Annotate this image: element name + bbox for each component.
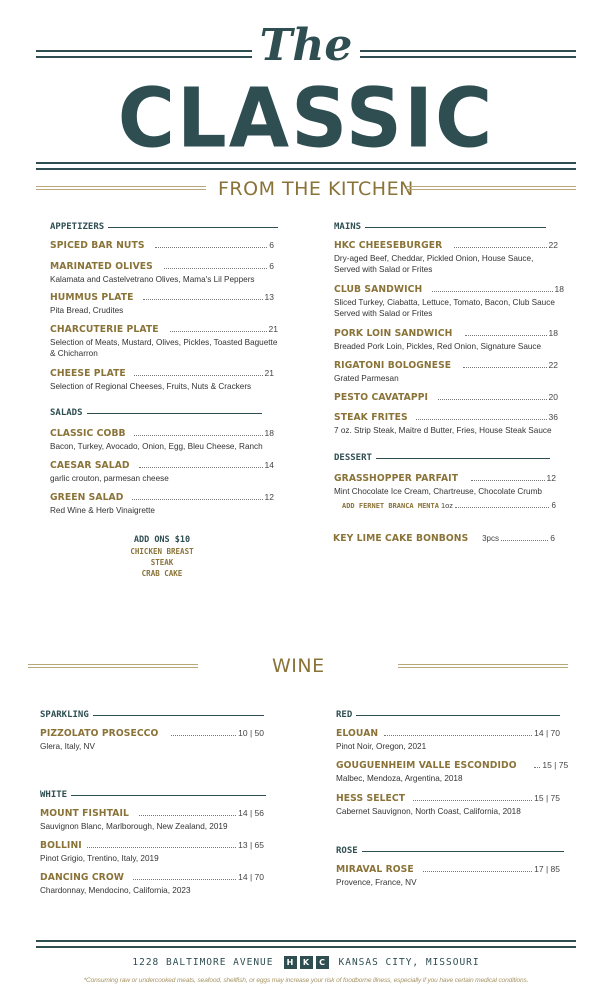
wine-item [40,808,264,832]
item-description: Mint Chocolate Ice Cream, Chartreuse, Chocolate Crumb [334,487,542,496]
item-description: Selection of Regional Cheeses, Fruits, Nuts & Crackers [50,382,252,391]
menu-item [334,284,564,319]
kitchen-rule-left [36,186,206,190]
item-name: PORK LOIN SANDWICH [334,328,453,339]
item-description: Pinot Grigio, Trentino, Italy, 2019 [40,854,159,863]
item-price: 22 [548,240,558,250]
add-on-option: CHICKEN BREAST [130,547,194,556]
item-price: 6 [550,533,555,543]
item-name: GOUGUENHEIM VALLE ESCONDIDO [336,760,517,771]
item-name: STEAK FRITES [334,412,408,423]
wine-rule-right [398,664,568,668]
item-name: HKC CHEESEBURGER [334,240,443,251]
dessert-sub-addon [342,501,556,510]
item-price: 22 [548,360,558,370]
menu-item [334,240,558,275]
food-safety-disclaimer: *Consuming raw or undercooked meats, seafood, shellfish, or eggs may increase your risk of foodborne illness, especially if you have certain medical conditions. [83,977,529,984]
item-price: 14 [264,460,274,470]
sub-addon-price: 6 [551,501,556,510]
menu-item [334,360,558,384]
wine-item [40,872,264,896]
item-description: Red Wine & Herb Vinaigrette [50,506,155,515]
item-description: Chardonnay, Mendocino, California, 2023 [40,886,191,895]
white-heading [40,790,266,800]
menu-item [50,460,274,484]
menu-item [333,533,555,544]
item-price: 21 [264,368,274,378]
hkc-logo [284,956,329,969]
item-name: CHEESE PLATE [50,368,126,379]
dessert-heading-label: DESSERT [334,453,372,463]
item-name: SPICED BAR NUTS [50,240,145,251]
header-script-title: The [259,20,353,71]
mains-heading [334,222,546,232]
item-name: RIGATONI BOLOGNESE [334,360,452,371]
rose-heading-label: ROSE [336,846,358,856]
item-description: Malbec, Mendoza, Argentina, 2018 [336,774,463,783]
item-size: 3pcs [482,534,499,543]
logo-letter: H [284,956,297,969]
item-name: CLASSIC COBB [50,428,126,439]
item-price: 6 [269,261,274,271]
red-heading [336,710,560,720]
footer-city: KANSAS CITY, MISSOURI [338,957,480,968]
menu-item [334,328,558,352]
item-name: BOLLINI [40,840,82,851]
item-name: CAESAR SALAD [50,460,130,471]
item-description: garlic crouton, parmesan cheese [50,474,169,483]
item-price: 12 [546,473,556,483]
white-heading-label: WHITE [40,790,68,800]
wine-item [40,840,264,864]
item-price: 20 [548,392,558,402]
item-name: KEY LIME CAKE BONBONS [333,533,469,544]
item-price: 18 [264,428,274,438]
logo-letter: K [300,956,313,969]
item-price: 17 | 85 [534,864,560,874]
salads-heading-label: SALADS [50,408,83,418]
sub-addon-name: ADD FERNET BRANCA MENTA [342,502,439,510]
item-description: Cabernet Sauvignon, North Coast, California, 2018 [336,807,521,816]
item-description: Dry-aged Beef, Cheddar, Pickled Onion, House Sauce, Served with Salad or Frites [334,254,534,274]
wine-item [40,728,264,752]
dessert-heading [334,453,550,463]
wine-item [336,793,560,817]
item-description: Sauvignon Blanc, Marlborough, New Zealand, 2019 [40,822,228,831]
add-ons-block [100,534,224,579]
item-name: CHARCUTERIE PLATE [50,324,159,335]
menu-item [50,428,274,452]
header-main-title: CLASSIC [117,71,495,167]
item-description: Provence, France, NV [336,878,417,887]
add-on-option: CRAB CAKE [141,569,183,578]
mains-heading-label: MAINS [334,222,362,232]
item-name: ELOUAN [336,728,379,739]
item-price: 15 | 75 [542,760,569,770]
item-name: HUMMUS PLATE [50,292,134,303]
item-price: 13 | 65 [238,840,264,850]
menu-item [50,261,274,285]
item-price: 15 | 75 [534,793,560,803]
header-rule-bottom [36,162,576,170]
menu-item [50,240,274,251]
item-price: 36 [548,412,558,422]
menu-item [50,492,274,516]
item-description: Pita Bread, Crudites [50,306,124,315]
item-price: 14 | 56 [238,808,264,818]
item-price: 13 [264,292,274,302]
wine-section-title: WINE [272,655,325,677]
red-heading-label: RED [336,710,353,720]
item-name: PIZZOLATO PROSECCO [40,728,159,739]
item-name: GRASSHOPPER PARFAIT [334,473,459,484]
menu-item [334,412,558,436]
item-description: Grated Parmesan [334,374,399,383]
salads-heading [50,408,262,418]
wine-item [336,728,560,752]
item-price: 6 [269,240,274,250]
sparkling-heading [40,710,264,720]
item-price: 12 [264,492,274,502]
menu-item [334,392,558,403]
sub-addon-size: 1oz [440,501,454,510]
wine-item [336,864,560,888]
menu-item [50,292,274,316]
item-description: Kalamata and Castelvetrano Olives, Mama's Lil Peppers [50,275,255,284]
menu-item [50,368,274,392]
appetizers-heading-label: APPETIZERS [50,222,105,232]
item-price: 14 | 70 [238,872,264,882]
item-name: HESS SELECT [336,793,406,804]
item-description: Pinot Noir, Oregon, 2021 [336,742,427,751]
item-description: 7 oz. Strip Steak, Maitre d Butter, Fries, House Steak Sauce [334,426,552,435]
logo-letter: C [316,956,329,969]
item-price: 18 [554,284,564,294]
item-description: Selection of Meats, Mustard, Olives, Pickles, Toasted Baguette & Chicharron [50,338,278,358]
item-name: GREEN SALAD [50,492,124,503]
kitchen-rule-right [406,186,576,190]
sparkling-heading-label: SPARKLING [40,710,89,720]
item-description: Bacon, Turkey, Avocado, Onion, Egg, Bleu Cheese, Ranch [50,442,263,451]
menu-item [334,473,556,497]
footer-rule [36,940,576,948]
footer-address-line [0,956,612,969]
menu-item [50,324,278,359]
kitchen-section-title: FROM THE KITCHEN [218,178,414,200]
add-ons-title: ADD ONS $10 [133,535,191,545]
add-on-option: STEAK [150,558,174,567]
item-name: PESTO CAVATAPPI [334,392,429,403]
item-name: MIRAVAL ROSE [336,864,414,875]
appetizers-heading [50,222,278,232]
rose-heading [336,846,564,856]
wine-item [336,760,569,784]
item-name: CLUB SANDWICH [334,284,423,295]
item-description: Glera, Italy, NV [40,742,95,751]
item-price: 14 | 70 [534,728,560,738]
item-name: MOUNT FISHTAIL [40,808,129,819]
item-name: MARINATED OLIVES [50,261,153,272]
item-name: DANCING CROW [40,872,125,883]
footer-address: 1228 BALTIMORE AVENUE [132,957,274,968]
item-description: Sliced Turkey, Ciabatta, Lettuce, Tomato, Bacon, Club Sauce Served with Salad or Frites [334,298,555,318]
wine-rule-left [28,664,198,668]
item-description: Breaded Pork Loin, Pickles, Red Onion, Signature Sauce [334,342,542,351]
item-price: 18 [548,328,558,338]
item-price: 21 [268,324,278,334]
item-price: 10 | 50 [238,728,264,738]
